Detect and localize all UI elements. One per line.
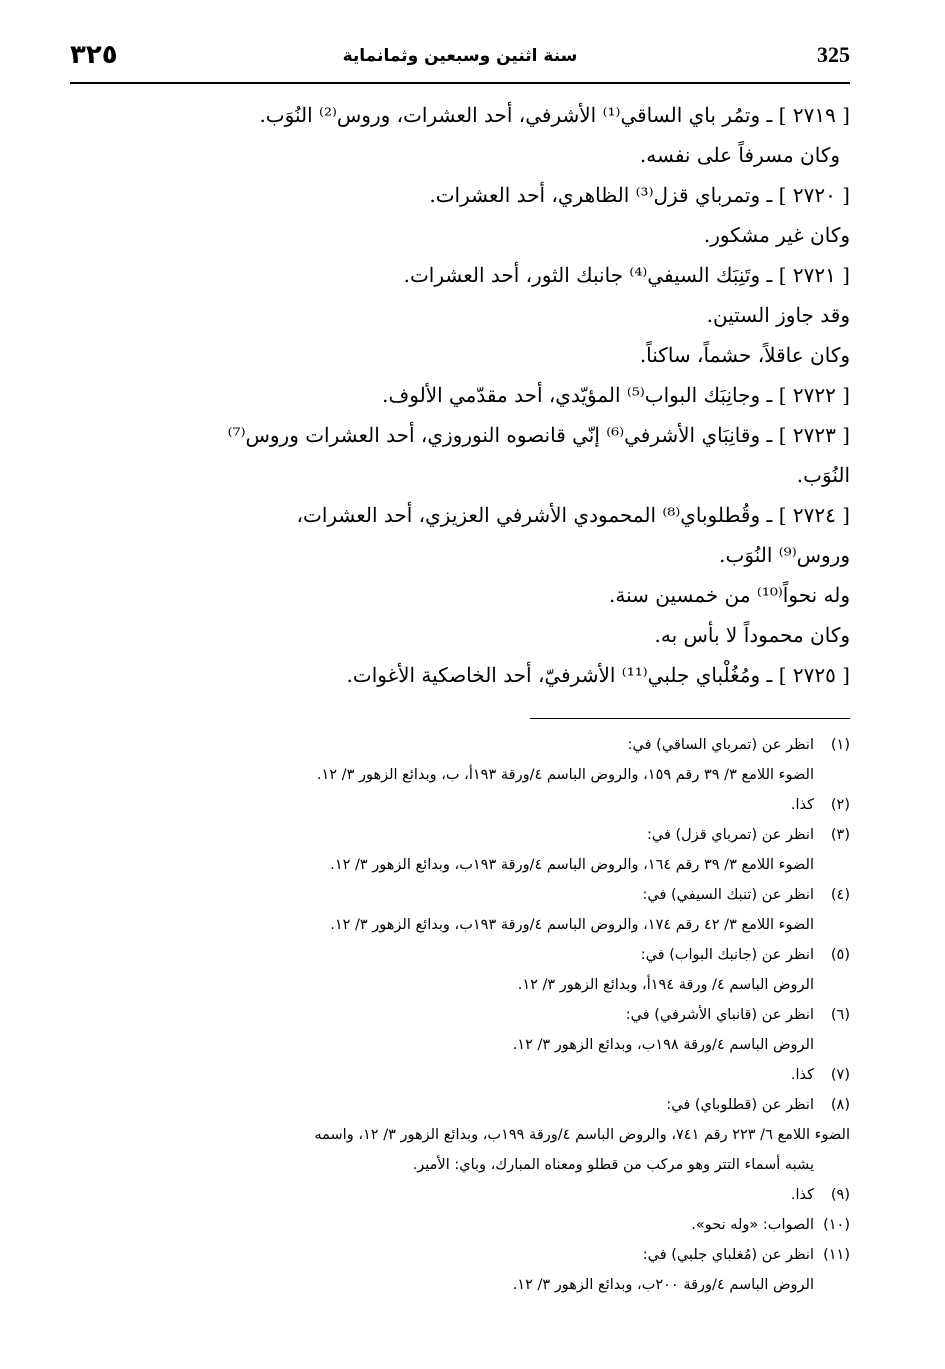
entry-note: وقد جاوز الستين. bbox=[706, 303, 850, 327]
entry-2719: [ ٢٧١٩ ] ـ وتمُر باي الساقي⁽¹⁾ الأشرفي، أحد العشرات، وروس⁽²⁾ النُوَب. bbox=[259, 103, 850, 127]
entry-2722: [ ٢٧٢٢ ] ـ وجانِبَك البواب⁽⁵⁾ المؤيّدي، أحد مقدّمي الألوف. bbox=[382, 383, 850, 407]
page-number-latin: 325 bbox=[817, 42, 850, 67]
entry-note: وكان مسرفاً على نفسه. bbox=[639, 143, 840, 167]
page-header bbox=[70, 40, 850, 76]
footnote-6-source: الروض الباسم ٤/ورقة ١٩٨ب، وبدائع الزهور ٣/ ١٢. bbox=[512, 1037, 814, 1053]
footnote-5: (٥)انظر عن (جانبك البواب) في: bbox=[640, 947, 850, 963]
entry-2724: [ ٢٧٢٤ ] ـ وقُطلوباي⁽⁸⁾ المحمودي الأشرفي العزيزي، أحد العشرات، bbox=[296, 503, 850, 527]
entry-2725: [ ٢٧٢٥ ] ـ ومُغُلْباي جلبي⁽¹¹⁾ الأشرفيّ، أحد الخاصكية الأغوات. bbox=[346, 663, 850, 687]
footnote-4: (٤)انظر عن (تنبك السيفي) في: bbox=[642, 887, 850, 903]
footnote-1-source: الضوء اللامع ٣/ ٣٩ رقم ١٥٩، والروض الباسم ٤/ورقة ١٩٣أ، ب، وبدائع الزهور ٣/ ١٢. bbox=[316, 767, 814, 783]
footnote-11: (١١)انظر عن (مُغلباي جلبي) في: bbox=[642, 1247, 850, 1263]
entry-note: وله نحواً⁽¹⁰⁾ من خمسين سنة. bbox=[609, 583, 850, 607]
footnote-8-source: الضوء اللامع ٦/ ٢٢٣ رقم ٧٤١، والروض الباسم ٤/ورقة ١٩٩ب، وبدائع الزهور ٣/ ١٢، واسمه bbox=[314, 1127, 850, 1143]
entry-continuation: وروس⁽⁹⁾ النُوَب. bbox=[719, 543, 850, 567]
entry-2720: [ ٢٧٢٠ ] ـ وتمرباي قزل⁽³⁾ الظاهري، أحد العشرات. bbox=[429, 183, 850, 207]
footnote-9: (٩)كذا. bbox=[790, 1187, 850, 1203]
footnote-4-source: الضوء اللامع ٣/ ٤٢ رقم ١٧٤، والروض الباسم ٤/ورقة ١٩٣ب، وبدائع الزهور ٣/ ١٢. bbox=[330, 917, 814, 933]
entry-note: وكان عاقلاً، حشماً، ساكناً. bbox=[639, 343, 850, 367]
entry-note: وكان غير مشكور. bbox=[703, 223, 850, 247]
footnote-6: (٦)انظر عن (قانباي الأشرفي) في: bbox=[625, 1007, 850, 1023]
header-rule bbox=[70, 82, 850, 84]
entry-continuation: النُوَب. bbox=[796, 463, 850, 487]
page-number-arabic: ٣٢٥ bbox=[70, 40, 118, 70]
entry-2723: [ ٢٧٢٣ ] ـ وقانِبَاي الأشرفي⁽⁶⁾ إنّي قانصوه النوروزي، أحد العشرات وروس⁽⁷⁾ bbox=[227, 423, 850, 447]
main-text bbox=[80, 95, 850, 695]
footnote-10: (١٠)الصواب: «وله نحو». bbox=[691, 1217, 850, 1233]
footnote-8: (٨)انظر عن (قطلوباي) في: bbox=[666, 1097, 850, 1113]
footnote-5-source: الروض الباسم ٤/ ورقة ١٩٤أ، وبدائع الزهور ٣/ ١٢. bbox=[517, 977, 814, 993]
footnote-11-source: الروض الباسم ٤/ورقة ٢٠٠ب، وبدائع الزهور ٣/ ١٢. bbox=[512, 1277, 814, 1293]
entry-2721: [ ٢٧٢١ ] ـ وتَنِبَك السيفي⁽⁴⁾ جانبك الثور، أحد العشرات. bbox=[403, 263, 850, 287]
footnote-1: (١)انظر عن (تمرباي الساقي) في: bbox=[627, 737, 850, 753]
footnote-3-source: الضوء اللامع ٣/ ٣٩ رقم ١٦٤، والروض الباسم ٤/ورقة ١٩٣ب، وبدائع الزهور ٣/ ١٢. bbox=[330, 857, 814, 873]
entry-note: وكان محموداً لا بأس به. bbox=[654, 623, 850, 647]
footnote-2: (٢)كذا. bbox=[790, 797, 850, 813]
footnote-8-source-cont: يشبه أسماء التتر وهو مركب من قطلو ومعناه المبارك، وباي: الأمير. bbox=[412, 1157, 814, 1173]
footnote-rule bbox=[530, 718, 850, 719]
footnote-7: (٧)كذا. bbox=[790, 1067, 850, 1083]
footnotes bbox=[75, 730, 850, 1300]
running-title: سنة اثنين وسبعين وثمانماية bbox=[342, 46, 578, 66]
footnote-3: (٣)انظر عن (تمرباي قزل) في: bbox=[647, 827, 850, 843]
